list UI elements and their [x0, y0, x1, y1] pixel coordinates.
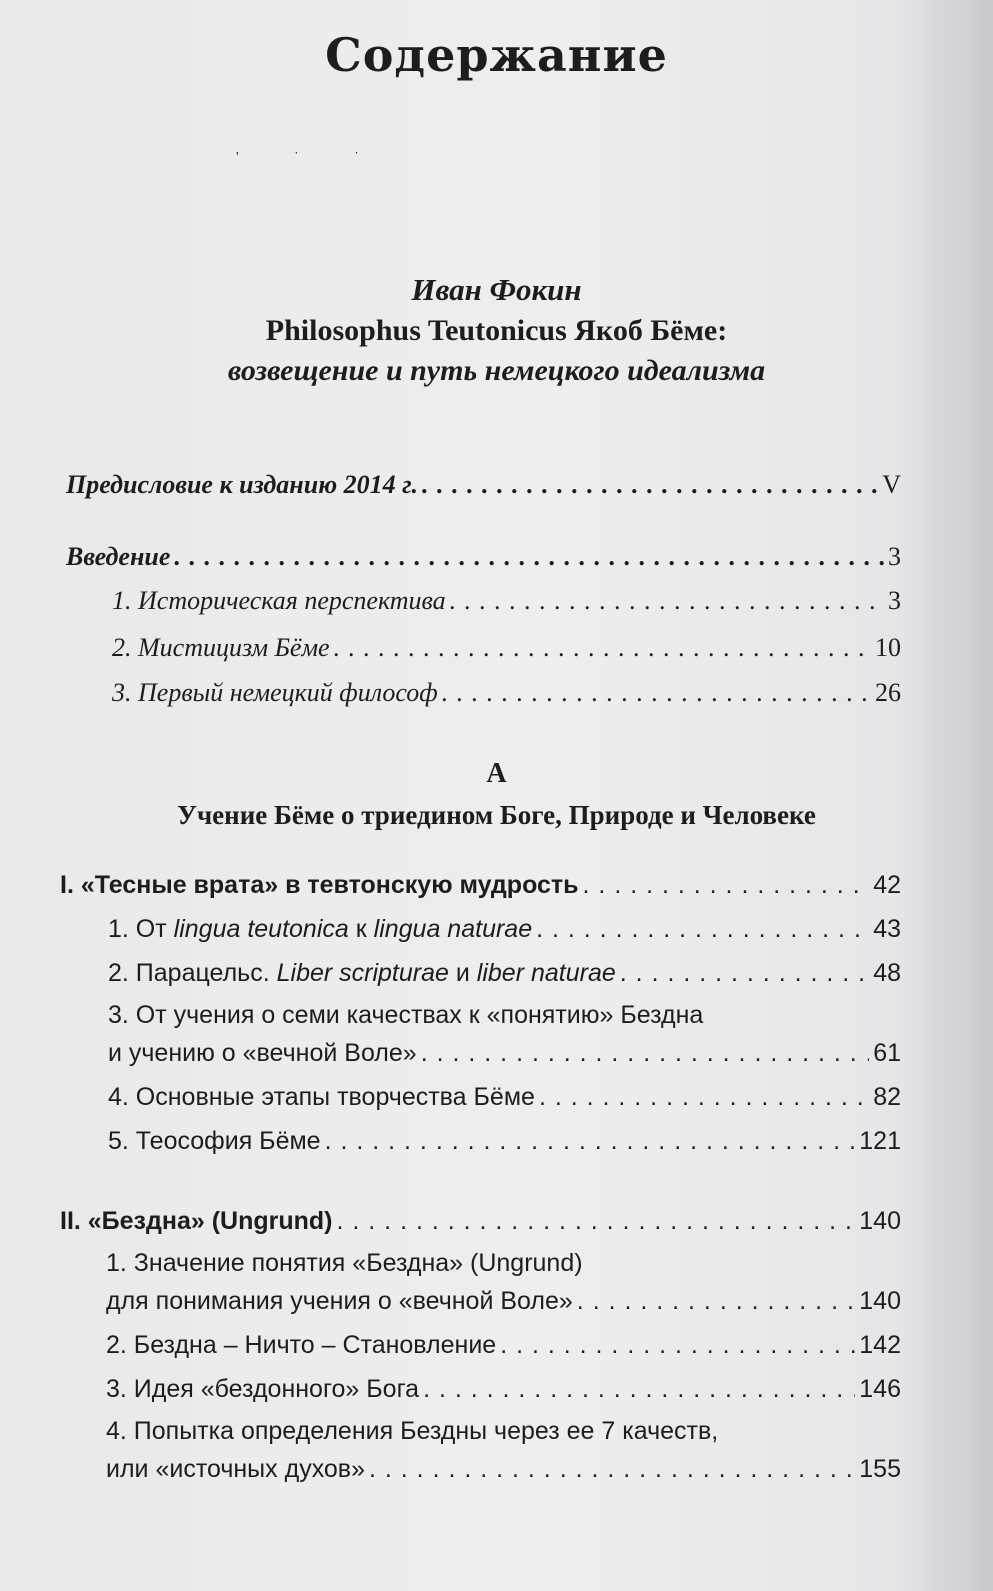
toc-dot-leader [325, 1124, 856, 1158]
toc-page-number: 140 [859, 1207, 901, 1235]
toc-entry-latin: liber naturae [476, 959, 616, 987]
toc-entry-introduction [66, 540, 901, 574]
toc-entry-latin: lingua naturae [373, 915, 533, 943]
toc-page-number: 10 [875, 633, 901, 662]
toc-entry-preface [66, 468, 901, 502]
page-title: Содержание [325, 28, 668, 82]
toc-entry-title: и учению о «вечной Воле» [108, 1039, 417, 1067]
section-title: Учение Бёме о триедином Боге, Природе и Человеке [177, 800, 816, 830]
toc-entry-title: 1. Историческая перспектива [112, 586, 446, 615]
toc-dot-leader [422, 468, 878, 502]
toc-dot-leader [577, 1284, 855, 1318]
toc-entry-intro-2 [112, 631, 901, 665]
author-name: Иван Фокин [411, 272, 582, 307]
toc-page-number: 48 [873, 959, 901, 987]
toc-entry-title: 4. Основные этапы творчества Бёме [108, 1083, 535, 1111]
toc-entry-title: 2. Мистицизм Бёме [112, 633, 330, 662]
toc-dot-leader [583, 868, 870, 902]
toc-entry-title: Введение [66, 542, 171, 571]
book-subtitle: возвещение и путь немецкого идеализма [227, 354, 766, 387]
toc-entry-1-2 [108, 956, 901, 990]
toc-dot-leader [539, 1080, 869, 1114]
toc-dot-leader [334, 631, 871, 665]
toc-page-number: V [882, 470, 901, 499]
toc-entry-title: или «источных духов» [106, 1455, 365, 1483]
toc-dot-leader [174, 540, 884, 574]
toc-entry-1-3 [108, 1036, 901, 1070]
toc-dot-leader [620, 956, 869, 990]
toc-page-number: 121 [859, 1127, 901, 1155]
toc-entry-2-4-line1: 4. Попытка определения Бездны через ее 7 качеств, [106, 1417, 719, 1445]
toc-entry-title: 3. Первый немецкий философ [112, 678, 438, 707]
toc-page-number: 61 [873, 1039, 901, 1067]
toc-chapter-1 [60, 868, 901, 902]
toc-entry-latin: Liber scripturae [276, 959, 449, 987]
toc-entry-2-4 [106, 1452, 901, 1486]
toc-entry-1-5 [108, 1124, 901, 1158]
toc-page-number: 155 [859, 1455, 901, 1483]
toc-page-number: 142 [859, 1331, 901, 1359]
toc-entry-connector: и [455, 959, 470, 987]
toc-entry-latin: lingua teutonica [173, 915, 349, 943]
toc-entry-title: Предисловие к изданию 2014 г. [66, 470, 418, 499]
toc-entry-number: 2. Парацельс. [108, 959, 270, 987]
toc-entry-number: 1. От [108, 915, 167, 943]
toc-entry-2-1 [106, 1284, 901, 1318]
toc-page-number: 3 [888, 586, 901, 615]
toc-chapter-2 [60, 1204, 901, 1238]
toc-dot-leader [442, 676, 871, 710]
toc-dot-leader [450, 584, 884, 618]
section-letter: А [486, 758, 507, 789]
toc-page-number: 43 [873, 915, 901, 943]
toc-entry-title: 3. Идея «бездонного» Бога [106, 1375, 420, 1403]
toc-chapter-title: I. «Тесные врата» в тевтонскую мудрость [60, 871, 579, 899]
toc-dot-leader [500, 1328, 855, 1362]
toc-entry-1-1 [108, 912, 901, 946]
toc-page-number: 140 [859, 1287, 901, 1315]
toc-entry-title: 2. Бездна – Ничто – Становление [106, 1331, 497, 1359]
toc-entry-2-3 [106, 1372, 901, 1406]
toc-page-number: 26 [875, 678, 901, 707]
toc-entry-2-2 [106, 1328, 901, 1362]
toc-page-number: 146 [859, 1375, 901, 1403]
toc-entry-intro-3 [112, 676, 901, 710]
print-marks: ' ˙ ˙ [236, 150, 385, 165]
toc-dot-leader [337, 1204, 856, 1238]
book-title: Philosophus Teutonicus Якоб Бёме: [265, 314, 728, 347]
toc-page-number: 42 [873, 871, 901, 899]
toc-dot-leader [423, 1372, 855, 1406]
toc-entry-title [108, 956, 616, 990]
toc-entry-1-4 [108, 1080, 901, 1114]
toc-chapter-title: II. «Бездна» (Ungrund) [60, 1207, 333, 1235]
toc-entry-title [108, 912, 532, 946]
toc-page-number: 82 [873, 1083, 901, 1111]
toc-entry-title: для понимания учения о «вечной Воле» [106, 1287, 573, 1315]
toc-entry-intro-1 [112, 584, 901, 618]
toc-entry-1-3-line1: 3. От учения о семи качествах к «понятию» Бездна [108, 1001, 704, 1029]
toc-dot-leader [536, 912, 869, 946]
toc-page-number: 3 [888, 542, 901, 571]
toc-entry-2-1-line1: 1. Значение понятия «Бездна» (Ungrund) [106, 1249, 583, 1277]
toc-dot-leader [369, 1452, 855, 1486]
toc-entry-connector: к [355, 915, 367, 943]
toc-entry-title: 5. Теософия Бёме [108, 1127, 321, 1155]
toc-dot-leader [421, 1036, 869, 1070]
